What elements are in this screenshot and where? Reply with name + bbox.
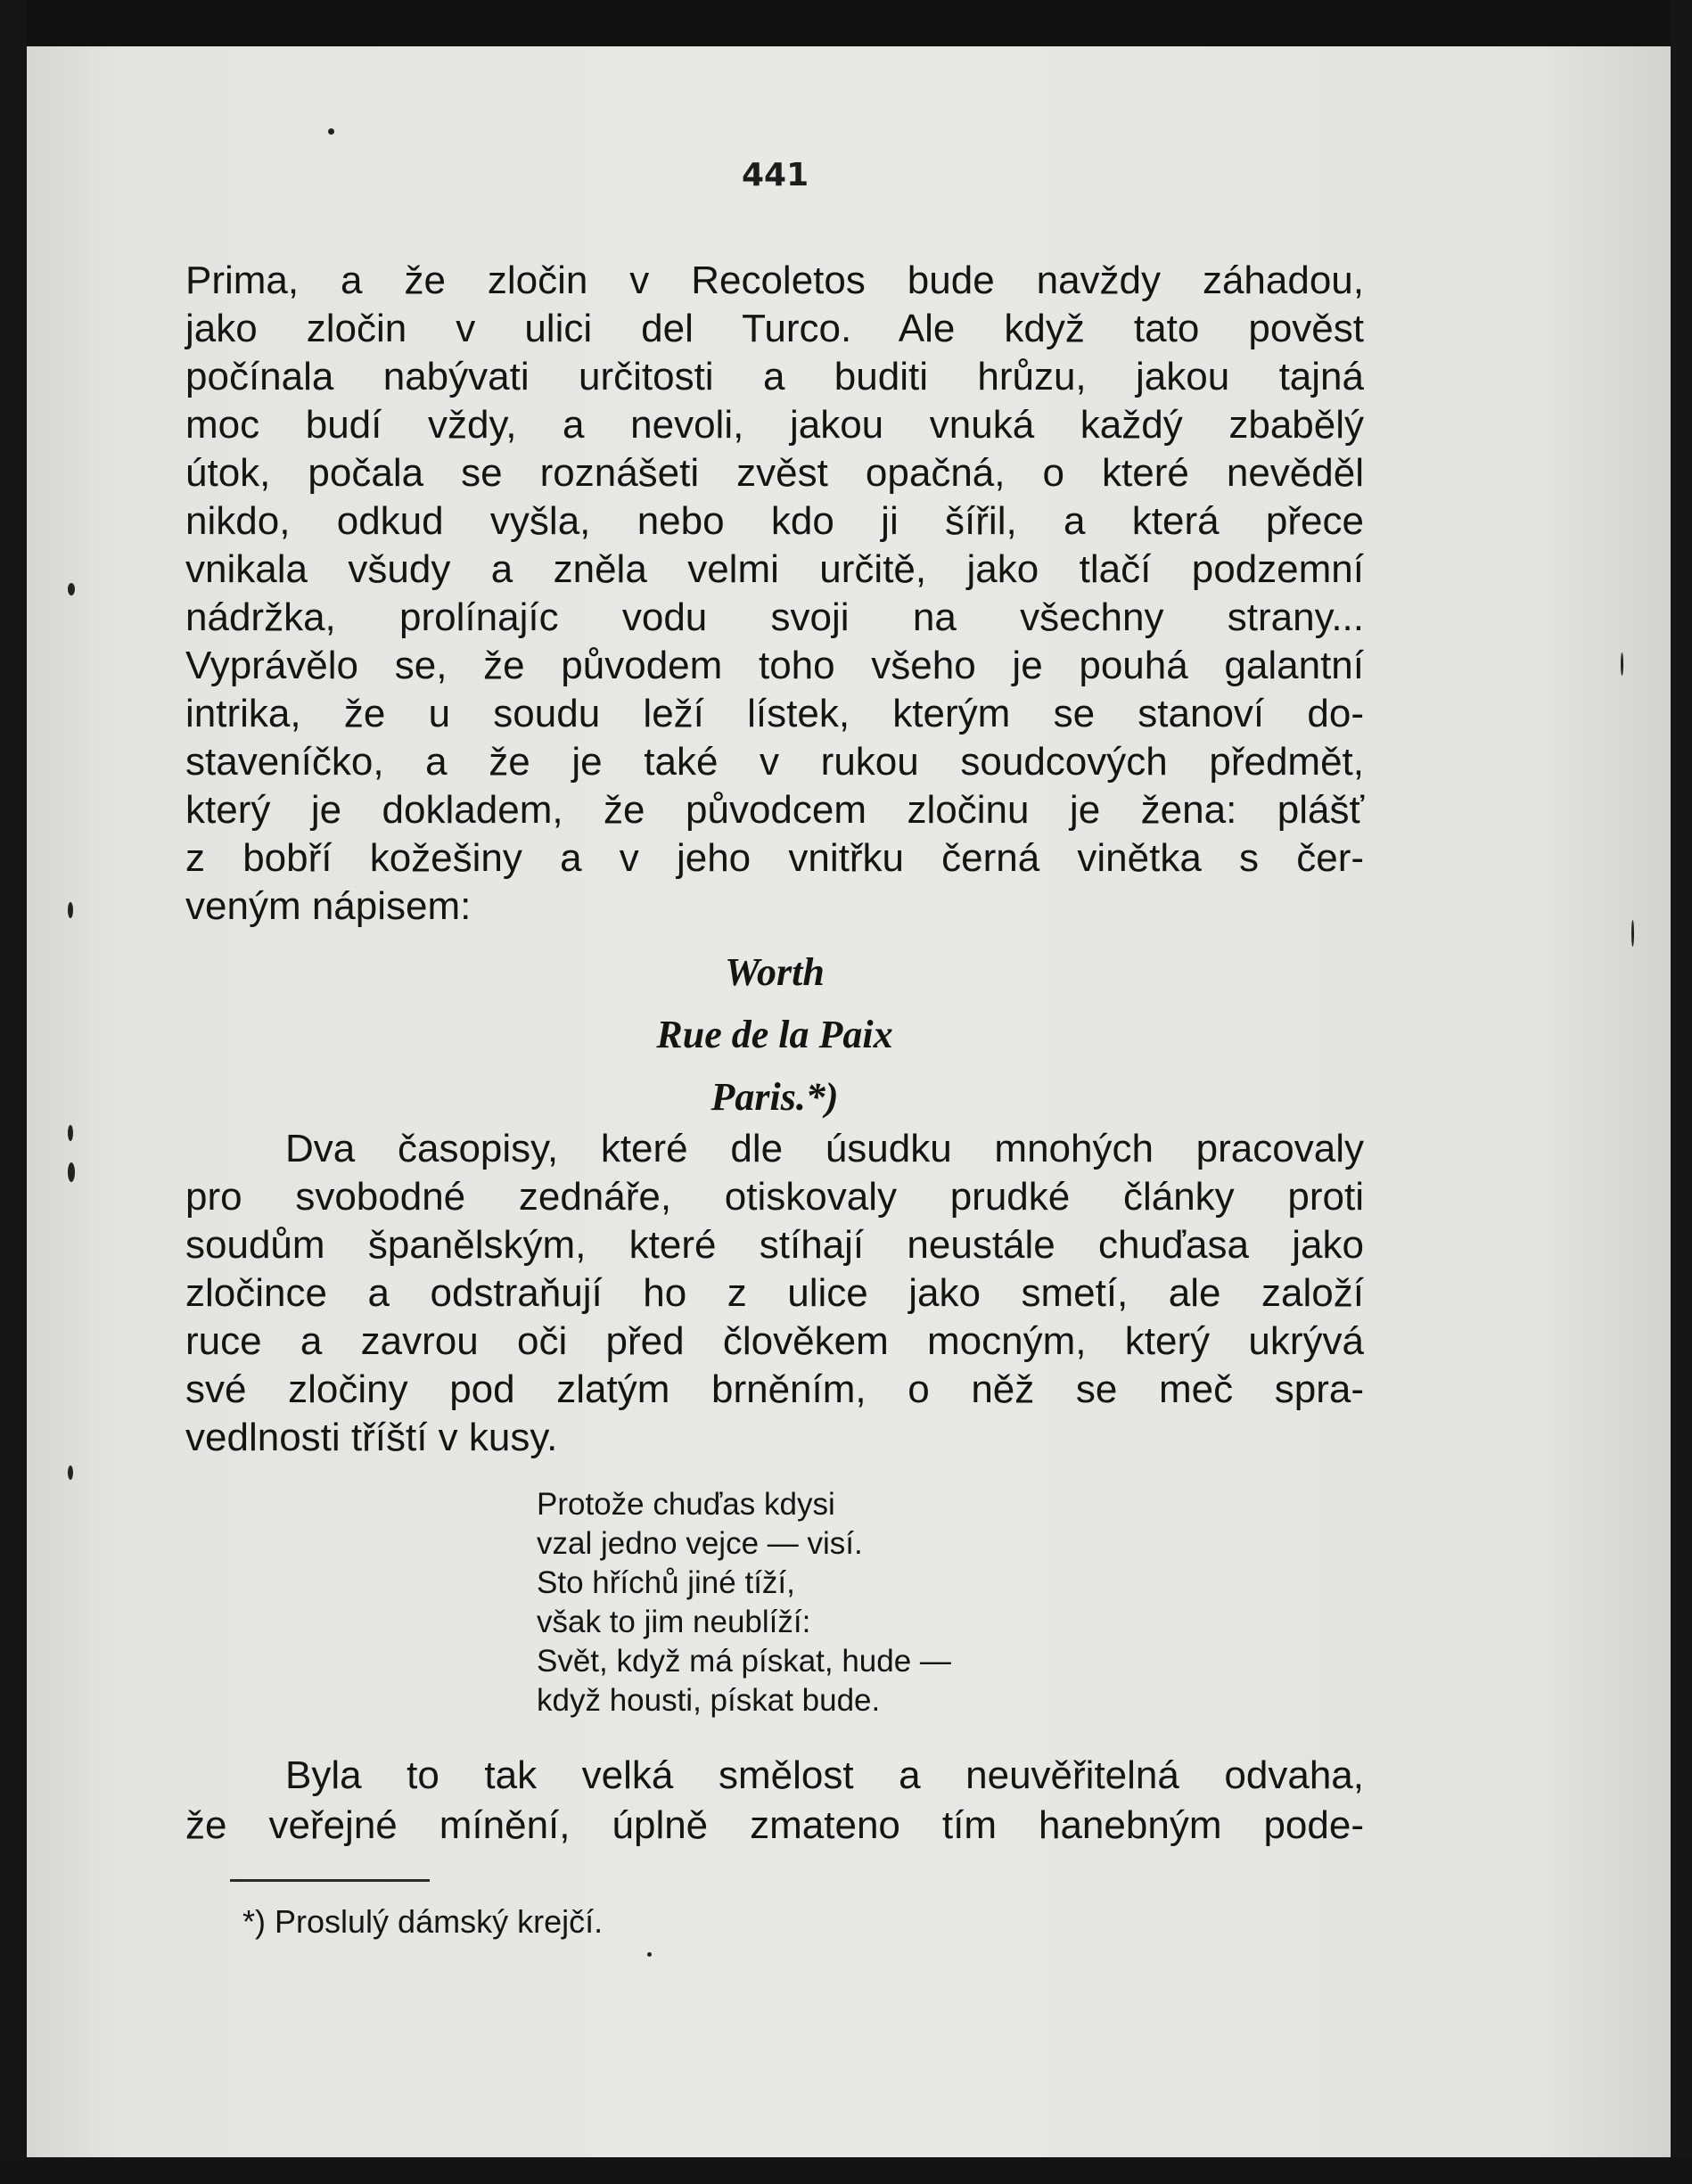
- scan-speck: [68, 1162, 75, 1182]
- scan-border-top: [0, 0, 1692, 46]
- scan-speck: [1631, 920, 1634, 947]
- scan-speck: [1621, 653, 1623, 676]
- label-line-rue: Rue de la Paix: [656, 1013, 893, 1056]
- text-line: počínala nabývati určitosti a buditi hrůzu, jakou tajná: [185, 355, 1364, 398]
- footnote: *) Proslulý dámský krejčí.: [242, 1903, 604, 1940]
- text-line: Prima, a že zločin v Recoletos bude navždy záhadou,: [185, 259, 1364, 302]
- text-line: intrika, že u soudu leží lístek, kterým se stanoví do-: [185, 692, 1364, 735]
- verse-block: [537, 1485, 1214, 1720]
- text-line: moc budí vždy, a nevoli, jakou vnuká každý zbabělý: [185, 403, 1364, 447]
- text-line: pro svobodné zednáře, otiskovaly prudké články proti: [185, 1175, 1364, 1219]
- text-line: jako zločin v ulici del Turco. Ale když tato pověst: [185, 307, 1364, 350]
- text-line: Byla to tak velká smělost a neuvěřitelná odvaha,: [285, 1753, 1364, 1797]
- text-line: veným nápisem:: [185, 884, 472, 928]
- paragraph-3: [185, 1751, 1364, 1851]
- verse-line: Sto hříchů jiné tíží,: [537, 1565, 795, 1600]
- label-inscription: [185, 941, 1364, 1129]
- text-line: nádržka, prolínajíc vodu svoji na všechny strany...: [185, 595, 1364, 639]
- scan-speck: [68, 1466, 73, 1480]
- label-line-worth: Worth: [725, 950, 825, 994]
- verse-line: když housti, pískat bude.: [537, 1683, 881, 1718]
- verse-line: Protože chuďas kdysi: [537, 1487, 835, 1522]
- text-line: že veřejné mínění, úplně zmateno tím hanebným pode-: [185, 1803, 1364, 1847]
- paragraph-1: [185, 257, 1364, 931]
- scan-speck: [328, 128, 334, 135]
- text-line: své zločiny pod zlatým brněním, o něž se meč spra-: [185, 1367, 1364, 1411]
- text-line: ruce a zavrou oči před člověkem mocným, který ukrývá: [185, 1319, 1364, 1363]
- scan-border-right: [1671, 0, 1692, 2184]
- text-line: zločince a odstraňují ho z ulice jako smetí, ale založí: [185, 1271, 1364, 1315]
- text-line: vnikala všudy a zněla velmi určitě, jako tlačí podzemní: [185, 547, 1364, 591]
- scan-border-left: [0, 0, 27, 2184]
- text-line: nikdo, odkud vyšla, nebo kdo ji šířil, a která přece: [185, 499, 1364, 543]
- scan-speck: [647, 1952, 652, 1957]
- paragraph-2: [185, 1125, 1364, 1462]
- text-line: Vyprávělo se, že původem toho všeho je pouhá galantní: [185, 644, 1364, 687]
- text-line: Dva časopisy, které dle úsudku mnohých pracovaly: [285, 1127, 1364, 1170]
- label-line-paris: Paris.*): [710, 1075, 839, 1119]
- text-line: staveníčko, a že je také v rukou soudcových předmět,: [185, 740, 1364, 784]
- verse-line: však to jim neublíží:: [537, 1605, 811, 1639]
- text-line: soudům španělským, které stíhají neustále chuďasa jako: [185, 1223, 1364, 1267]
- text-line: z bobří kožešiny a v jeho vnitřku černá vinětka s čer-: [185, 836, 1364, 880]
- verse-line: vzal jedno vejce — visí.: [537, 1526, 863, 1561]
- scan-border-bottom: [0, 2157, 1692, 2184]
- scan-speck: [68, 583, 75, 595]
- verse-line: Svět, když má pískat, hude —: [537, 1644, 951, 1679]
- scan-speck: [68, 1125, 73, 1141]
- text-line: vedlnosti tříští v kusy.: [185, 1416, 558, 1459]
- footnote-rule: [230, 1879, 430, 1882]
- page-number: 441: [742, 157, 809, 193]
- text-line: který je dokladem, že původcem zločinu je žena: plášť: [185, 788, 1364, 832]
- text-line: útok, počala se roznášeti zvěst opačná, o které nevěděl: [185, 451, 1364, 495]
- scan-speck: [68, 902, 73, 918]
